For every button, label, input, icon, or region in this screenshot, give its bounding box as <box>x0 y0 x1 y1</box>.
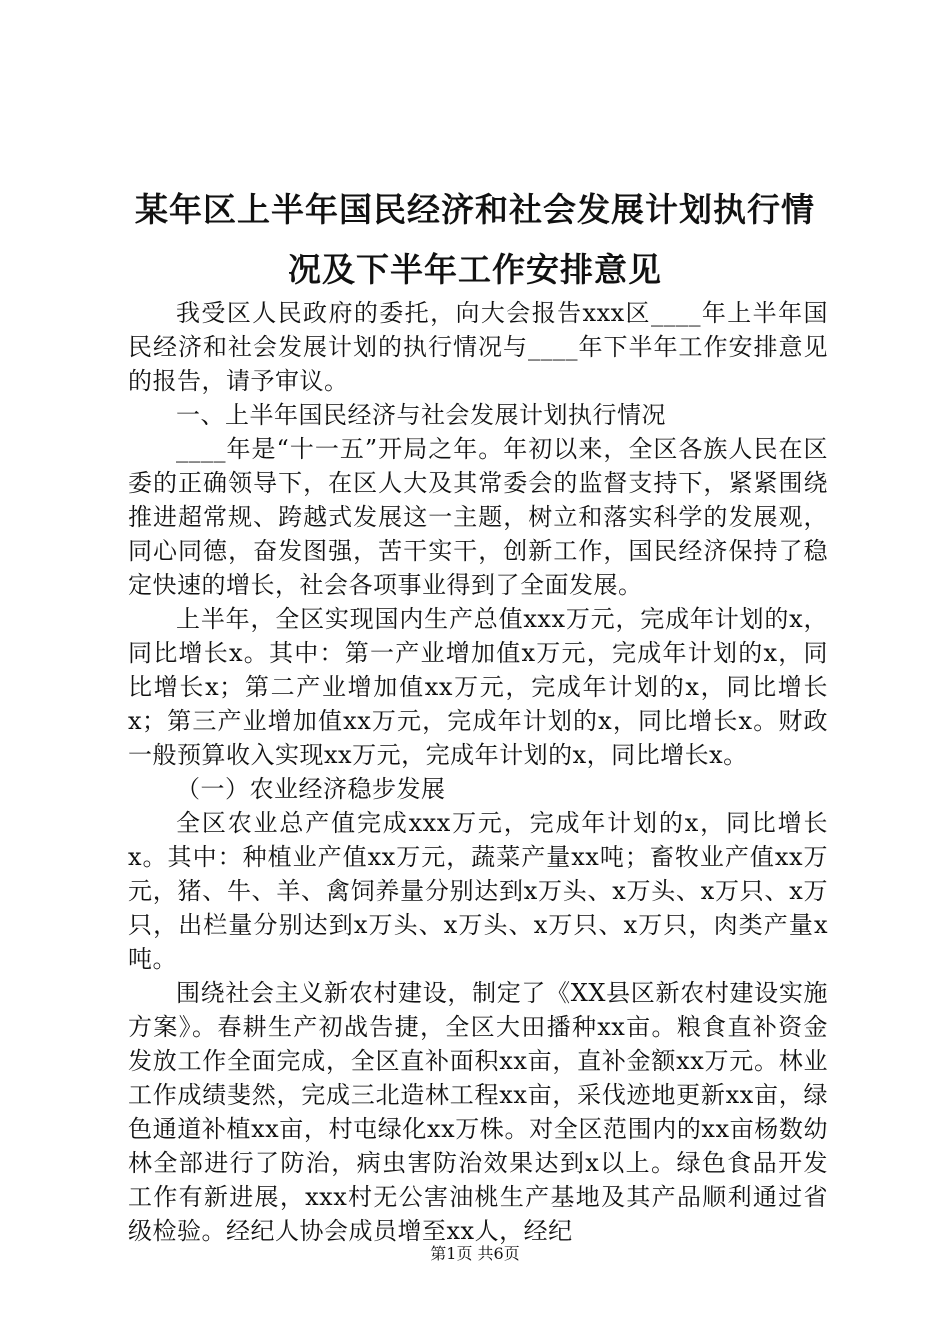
agriculture-output-paragraph: 全区农业总产值完成xxx万元，完成年计划的x，同比增长x。其中：种植业产值xx万元，蔬菜产量xx吨；畜牧业产值xx万元，猪、牛、羊、禽饲养量分别达到x万头、x万头、x万只、x万只，出栏量分别达到x万头、x万头、x万只、x万只，肉类产量x吨。 <box>128 809 828 973</box>
page-number-footer: 第1页 共6页 <box>430 1244 520 1263</box>
section-heading-1: 一、上半年国民经济与社会发展计划执行情况 <box>176 401 666 429</box>
document-title-line-1: 某年区上半年国民经济和社会发展计划执行情 <box>135 190 815 229</box>
document-body <box>128 296 828 1248</box>
new-countryside-paragraph: 围绕社会主义新农村建设，制定了《XX县区新农村建设实施方案》。春耕生产初战告捷，全区大田播种xx亩。粮食直补资金发放工作全面完成，全区直补面积xx亩，直补金额xx万元。林业工作成绩斐然，完成三北造林工程xx亩，采伐迹地更新xx亩，绿色通道补植xx亩，村屯绿化xx万株。对全区范围内的xx亩杨数幼林全部进行了防治，病虫害防治效果达到x以上。绿色食品开发工作有新进展，xxx村无公害油桃生产基地及其产品顺利通过省级检验。经纪人协会成员增至xx人，经纪 <box>128 979 828 1245</box>
intro-paragraph: 我受区人民政府的委托，向大会报告xxx区____年上半年国民经济和社会发展计划的执行情况与____年下半年工作安排意见的报告，请予审议。 <box>128 299 828 395</box>
gdp-paragraph: 上半年，全区实现国内生产总值xxx万元，完成年计划的x，同比增长x。其中：第一产业增加值x万元，完成年计划的x，同比增长x；第二产业增加值xx万元，完成年计划的x，同比增长x；第三产业增加值xx万元，完成年计划的x，同比增长x。财政一般预算收入实现xx万元，完成年计划的x，同比增长x。 <box>128 605 828 769</box>
overview-paragraph: ____年是“十一五”开局之年。年初以来，全区各族人民在区委的正确领导下，在区人大及其常委会的监督支持下，紧紧围绕推进超常规、跨越式发展这一主题，树立和落实科学的发展观，同心同德，奋发图强，苦干实干，创新工作，国民经济保持了稳定快速的增长，社会各项事业得到了全面发展。 <box>128 435 828 599</box>
document-title-line-2: 况及下半年工作安排意见 <box>288 250 662 289</box>
subsection-heading-agriculture: （一）农业经济稳步发展 <box>176 775 446 803</box>
